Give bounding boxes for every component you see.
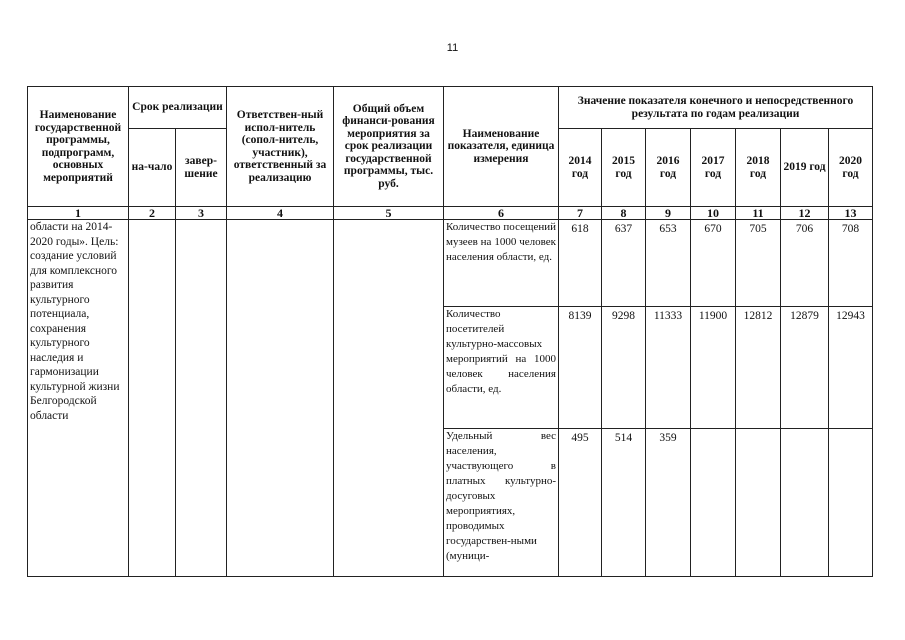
column-number: 6 (444, 207, 559, 220)
value-cell: 514 (602, 429, 646, 577)
value-cell (829, 429, 873, 577)
column-number: 3 (176, 207, 227, 220)
value-cell: 9298 (602, 307, 646, 429)
program-description: области на 2014-2020 годы». Цель: создание условий для комплексного развития культурного потенциала, сохранения культурного наследия и гармонизации культурной жизни Белгородской области (28, 220, 129, 577)
column-number: 10 (691, 207, 736, 220)
value-cell: 495 (559, 429, 602, 577)
page-number: 11 (446, 42, 459, 54)
column-number: 11 (736, 207, 781, 220)
column-numbers-row (28, 207, 873, 220)
term-start-cell (129, 220, 176, 577)
column-number: 7 (559, 207, 602, 220)
value-cell: 670 (691, 220, 736, 307)
header-term: Срок реализации (129, 87, 227, 129)
value-cell: 8139 (559, 307, 602, 429)
column-number: 8 (602, 207, 646, 220)
indicator-name: Удельный вес населения, участвующего в платных культурно-досуговых мероприятиях, проводимых государствен-ными (муници- (444, 429, 559, 577)
value-cell: 637 (602, 220, 646, 307)
value-cell (781, 429, 829, 577)
indicators-table (27, 86, 873, 577)
table-row (28, 220, 873, 307)
value-cell: 11333 (646, 307, 691, 429)
value-cell: 705 (736, 220, 781, 307)
value-cell: 359 (646, 429, 691, 577)
header-volume: Общий объем финанси-рования мероприятия за срок реализации государственной программы, тыс. руб. (334, 87, 444, 207)
header-year-2019: 2019 год (781, 129, 829, 207)
header-term-end: завер-шение (176, 129, 227, 207)
value-cell (691, 429, 736, 577)
header-year-2018: 2018 год (736, 129, 781, 207)
value-cell (736, 429, 781, 577)
header-year-2020: 2020 год (829, 129, 873, 207)
value-cell: 12943 (829, 307, 873, 429)
column-number: 13 (829, 207, 873, 220)
column-number: 12 (781, 207, 829, 220)
term-end-cell (176, 220, 227, 577)
value-cell: 618 (559, 220, 602, 307)
indicator-name: Количество посещений музеев на 1000 человек населения области, ед. (444, 220, 559, 307)
value-cell: 653 (646, 220, 691, 307)
value-cell: 12812 (736, 307, 781, 429)
responsible-cell (227, 220, 334, 577)
column-number: 1 (28, 207, 129, 220)
header-indicator: Наименование показателя, единица измерения (444, 87, 559, 207)
volume-cell (334, 220, 444, 577)
value-cell: 706 (781, 220, 829, 307)
header-year-2016: 2016 год (646, 129, 691, 207)
header-responsible: Ответствен-ный испол-нитель (сопол-нитель, участник), ответственный за реализацию (227, 87, 334, 207)
header-year-2014: 2014 год (559, 129, 602, 207)
column-number: 9 (646, 207, 691, 220)
indicator-name: Количество посетителей культурно-массовых мероприятий на 1000 человек населения области, ед. (444, 307, 559, 429)
column-number: 5 (334, 207, 444, 220)
column-number: 2 (129, 207, 176, 220)
header-term-start: на-чало (129, 129, 176, 207)
column-number: 4 (227, 207, 334, 220)
header-year-2015: 2015 год (602, 129, 646, 207)
header-name: Наименование государственной программы, подпрограмм, основных мероприятий (28, 87, 129, 207)
header-values: Значение показателя конечного и непосредственного результата по годам реализации (559, 87, 873, 129)
value-cell: 708 (829, 220, 873, 307)
header-year-2017: 2017 год (691, 129, 736, 207)
value-cell: 11900 (691, 307, 736, 429)
value-cell: 12879 (781, 307, 829, 429)
